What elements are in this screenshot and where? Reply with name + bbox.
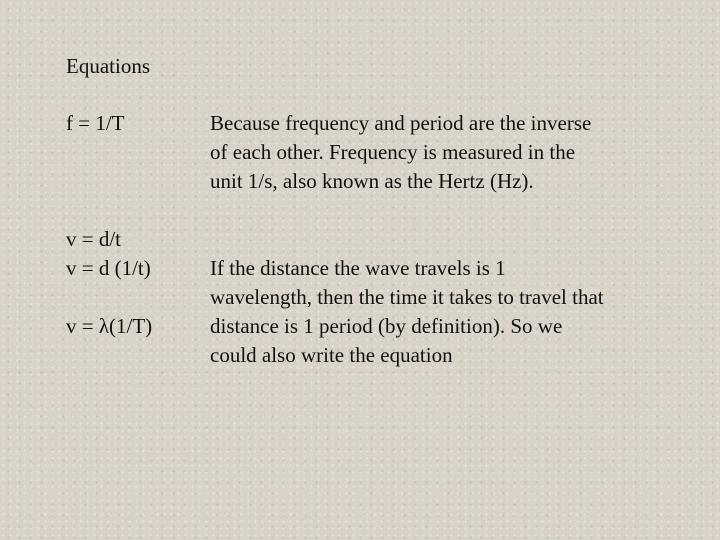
velocity-equation-inverse-time: v = d (1/t) — [66, 256, 151, 280]
frequency-explanation-line: of each other. Frequency is measured in the — [210, 140, 576, 164]
velocity-equation-distance-time: v = d/t — [66, 227, 122, 251]
wave-explanation — [210, 254, 680, 370]
frequency-explanation-line: unit 1/s, also known as the Hertz (Hz). — [210, 169, 534, 193]
velocity-equation-wavelength: v = λ(1/T) — [66, 314, 153, 338]
wave-explanation-line: could also write the equation — [210, 343, 453, 367]
wave-explanation-line: If the distance the wave travels is 1 — [210, 256, 506, 280]
wave-explanation-line: distance is 1 period (by definition). So we — [210, 314, 563, 338]
frequency-explanation — [210, 109, 680, 196]
frequency-explanation-line: Because frequency and period are the inverse — [210, 111, 592, 135]
wave-explanation-line: wavelength, then the time it takes to travel that — [210, 285, 604, 309]
slide-title: Equations — [66, 54, 150, 78]
frequency-equation: f = 1/T — [66, 111, 125, 135]
